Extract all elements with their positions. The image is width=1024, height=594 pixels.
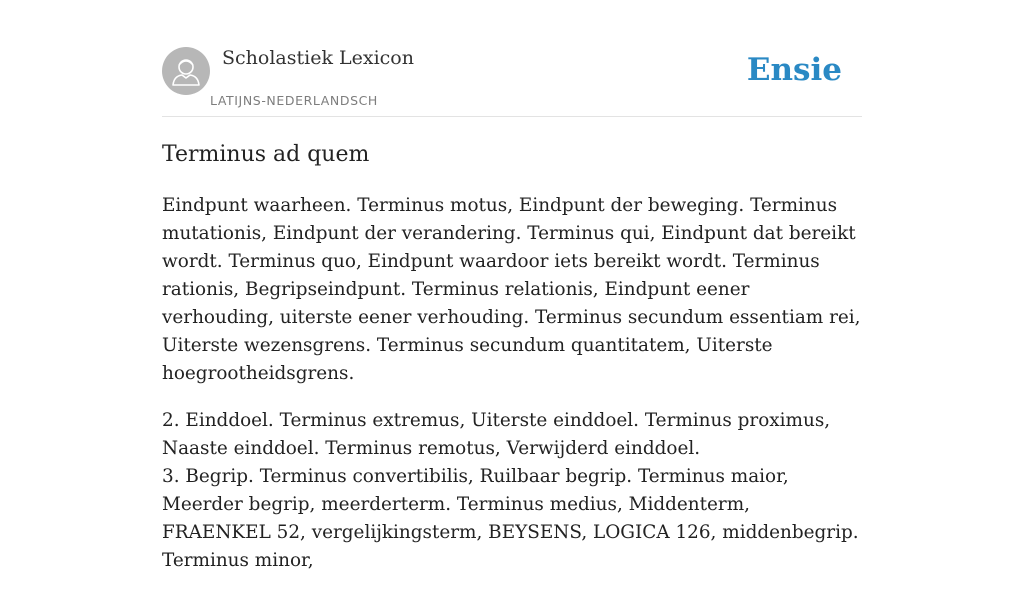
entry-paragraph: 2. Einddoel. Terminus extremus, Uiterste einddoel. Terminus proximus, Naaste einddoel. Terminus remotus, Verwijderd einddoel. 3. Begrip. Terminus convertibilis, Ruilbaar begrip. Terminus maior, Meerder begrip, meerderterm. Terminus medius, Middenterm, FRAENKEL 52, vergelijkingsterm, BEYSENS, LOGICA 126, middenbegrip. Terminus minor, xyxy=(162,410,859,571)
entry-paragraph: Eindpunt waarheen. Terminus motus, Eindpunt der beweging. Terminus mutationis, Eindpunt der verandering. Terminus qui, Eindpunt dat bereikt wordt. Terminus quo, Eindpunt waardoor iets bereikt wordt. Terminus rationis, Begripseindpunt. Terminus relationis, Eindpunt eener verhouding, uiterste eener verhouding. Terminus secundum essentiam rei, Uiterste wezensgrens. Terminus secundum quantitatem, Uiterste hoegrootheidsgrens. xyxy=(162,195,861,384)
page-title: Terminus ad quem xyxy=(162,142,370,167)
site-title[interactable]: Scholastiek Lexicon xyxy=(222,47,414,69)
page xyxy=(162,0,862,571)
user-avatar-icon[interactable] xyxy=(162,47,210,95)
brand-logo[interactable]: Ensie xyxy=(746,52,842,88)
entry-body xyxy=(162,192,862,594)
site-subtitle[interactable]: LATIJNS-NEDERLANDSCH xyxy=(210,93,378,108)
header xyxy=(162,0,862,117)
